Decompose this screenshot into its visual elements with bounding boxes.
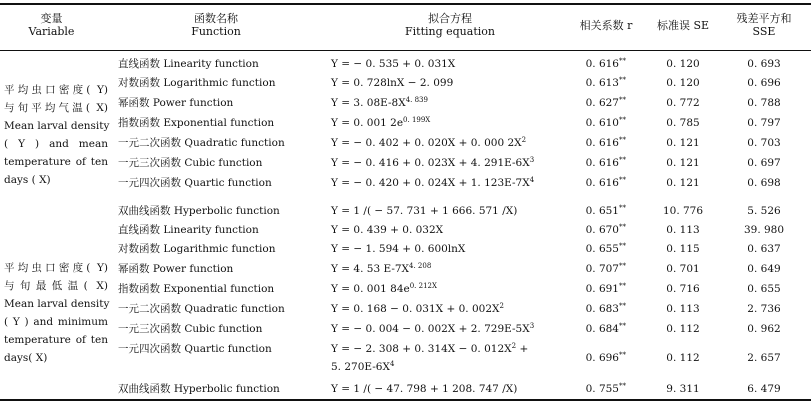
group1-function-name: 双曲线函数 Hyperbolic function: [118, 205, 280, 217]
group2-se-value: 0. 716: [666, 283, 700, 295]
group1-sse-value: 0. 698: [747, 177, 781, 189]
group1-se-value: 0. 121: [666, 157, 700, 169]
group1-se-value: 0. 772: [666, 97, 700, 109]
group1-r-value: 0. 613**: [585, 76, 626, 89]
significance-stars: **: [619, 176, 626, 184]
significance-stars: **: [619, 96, 626, 104]
group2-sse-value: 0. 962: [747, 323, 781, 335]
group1-se-value: 0. 121: [666, 137, 700, 149]
equation-exponent: 4. 208: [409, 262, 432, 270]
group2-function-name: 一元二次函数 Quadratic function: [118, 303, 285, 315]
group1-r-value: 0. 616**: [585, 57, 626, 70]
group2-equation: Y = 0. 168 − 0. 031X + 0. $002X^2$: [331, 302, 504, 315]
equation-exponent: 4: [389, 360, 395, 368]
group2-se-value: 0. 701: [666, 263, 700, 275]
group2-r-value: 0. 707**: [585, 262, 626, 275]
group2-sse-value: 2. 657: [747, 352, 781, 364]
group1-r-value: 0. 616**: [585, 136, 626, 149]
group2-r-value: 0. 670**: [585, 223, 626, 236]
significance-stars: **: [619, 302, 626, 310]
significance-stars: **: [619, 223, 626, 231]
group2-function-name: 一元三次函数 Cubic function: [118, 323, 263, 335]
group2-se-value: 0. 113: [666, 303, 700, 315]
group2-equation: Y = 4. 53 $E-7X^{4. 208}$: [331, 262, 432, 275]
group2-equation: Y = − 2. 308 + 0. 314X − 0. $012X^2$ +: [331, 342, 529, 355]
significance-stars: **: [619, 76, 626, 84]
group1-r-value: 0. 616**: [585, 176, 626, 189]
significance-stars: **: [619, 204, 626, 212]
group1-se-value: 0. 120: [666, 77, 700, 89]
group2-equation: Y = 1 /( − 47. 798 + 1 208. 747 /X): [331, 383, 518, 395]
group2-function-name: 对数函数 Logarithmic function: [118, 243, 276, 255]
significance-stars: **: [619, 382, 626, 390]
group2-sse-value: 39. 980: [743, 224, 785, 236]
group2-sse-value: 0. 649: [747, 263, 781, 275]
group2-r-value: 0. 683**: [585, 302, 626, 315]
bottom-rule: [0, 399, 811, 401]
group1-r-value: 0. 610**: [585, 116, 626, 129]
group2-r-value: 0. 684**: [585, 322, 626, 335]
significance-stars: **: [619, 57, 626, 65]
group2-sse-value: 6. 479: [747, 383, 781, 395]
group2-equation: Y = 0. 439 + 0. 032X: [331, 224, 444, 236]
equation-exponent: 2: [499, 302, 504, 310]
group2-se-value: 0. 112: [666, 352, 700, 364]
group2-function-name: 直线函数 Linearity function: [118, 224, 259, 236]
group2-function-name: 指数函数 Exponential function: [118, 283, 275, 295]
group2-sse-value: 0. 655: [747, 283, 781, 295]
group2-r-value: 0. 655**: [585, 242, 626, 255]
group2-r-value: 0. 755**: [585, 382, 626, 395]
significance-stars: **: [619, 262, 626, 270]
header-se: 标准误 SE: [656, 19, 710, 32]
group1-equation: Y = − 0. 402 + 0. 020X + 0. 000 $2X^2$: [331, 136, 527, 149]
group1-function-name: 对数函数 Logarithmic function: [118, 77, 276, 89]
group2-equation: Y = − 1. 594 + 0. 600lnX: [331, 243, 466, 255]
group1-equation: Y = 1 /( − 57. 731 + 1 666. 571 /X): [331, 205, 518, 217]
group1-sse-value: 0. 797: [747, 117, 781, 129]
group1-equation: Y = − 0. 535 + 0. 031X: [331, 58, 456, 70]
group1-sse-value: 0. 693: [747, 58, 781, 70]
header-sse: 残差平方和 SSE: [736, 12, 792, 38]
group1-r-value: 0. 616**: [585, 156, 626, 169]
group2-se-value: 0. 113: [666, 224, 700, 236]
header-function: 函数名称 Function: [191, 12, 241, 38]
significance-stars: **: [619, 136, 626, 144]
group2-sse-value: 2. 736: [747, 303, 781, 315]
header-rule: [0, 50, 811, 51]
significance-stars: **: [619, 116, 626, 124]
group2-function-name: 双曲线函数 Hyperbolic function: [118, 383, 280, 395]
group1-sse-value: 0. 696: [747, 77, 781, 89]
significance-stars: **: [619, 351, 626, 359]
group1-r-value: 0. 627**: [585, 96, 626, 109]
group2-se-value: 9. 311: [666, 383, 700, 395]
group2-function-name: 幂函数 Power function: [118, 263, 234, 275]
group2-equation-cont: 5. $270E-6X^4$: [331, 360, 395, 373]
group1-se-value: 10. 776: [662, 205, 704, 217]
group1-equation: Y = − 0. 416 + 0. 023X + 4. $291E-6X^3$: [331, 156, 535, 169]
group2-equation: Y = 0. 001 $84e^{0. 212X}$: [331, 282, 437, 295]
equation-exponent: 0. 199X: [403, 116, 431, 124]
group1-se-value: 0. 121: [666, 177, 700, 189]
group2-function-name: 一元四次函数 Quartic function: [118, 343, 272, 355]
header-variable: 变量 Variable: [28, 12, 75, 38]
group1-equation: Y = − 0. 420 + 0. 024X + 1. $123E-7X^4$: [331, 176, 535, 189]
group2-equation: Y = − 0. 004 − 0. 002X + 2. $729E-5X^3$: [331, 322, 535, 335]
group1-function-name: 幂函数 Power function: [118, 97, 234, 109]
top-rule: [0, 3, 811, 5]
group2-se-value: 0. 115: [666, 243, 700, 255]
group1-equation: Y = 0. 728lnX − 2. 099: [331, 77, 454, 89]
equation-exponent: 4: [529, 176, 535, 184]
group1-equation: Y = 3. $08E-8X^{4. 839}$: [331, 96, 428, 109]
group2-sse-value: 0. 637: [747, 243, 781, 255]
group2-label: 平均虫口密度( Y) 与旬最低温( X) Mean larval density ( Y ) and minimum temperature of ten days( X): [4, 262, 110, 364]
group1-function-name: 一元四次函数 Quartic function: [118, 177, 272, 189]
header-r: 相关系数 r: [579, 19, 633, 32]
group1-se-value: 0. 785: [666, 117, 700, 129]
group1-sse-value: 0. 788: [747, 97, 781, 109]
equation-exponent: 2: [511, 342, 517, 350]
significance-stars: **: [619, 156, 626, 164]
group1-function-name: 一元二次函数 Quadratic function: [118, 137, 285, 149]
group1-sse-value: 0. 703: [747, 137, 781, 149]
group1-function-name: 一元三次函数 Cubic function: [118, 157, 263, 169]
group1-sse-value: 5. 526: [747, 205, 781, 217]
significance-stars: **: [619, 242, 626, 250]
equation-exponent: 3: [529, 322, 535, 330]
group1-equation: Y = 0. 001 $2e^{0. 199X}$: [331, 116, 431, 129]
equation-exponent: 0. 212X: [409, 282, 437, 290]
group1-sse-value: 0. 697: [747, 157, 781, 169]
significance-stars: **: [619, 282, 626, 290]
group2-se-value: 0. 112: [666, 323, 700, 335]
header-equation: 拟合方程 Fitting equation: [405, 12, 495, 38]
equation-exponent: 2: [521, 136, 527, 144]
significance-stars: **: [619, 322, 626, 330]
group2-r-value: 0. 691**: [585, 282, 626, 295]
group1-se-value: 0. 120: [666, 58, 700, 70]
group1-function-name: 直线函数 Linearity function: [118, 58, 259, 70]
group1-r-value: 0. 651**: [585, 204, 626, 217]
group1-function-name: 指数函数 Exponential function: [118, 117, 275, 129]
group1-label: 平均虫口密度( Y) 与旬平均气温( X) Mean larval density ( Y ) and mean temperature of ten days ( X): [4, 84, 110, 186]
group2-r-value: 0. 696**: [585, 351, 626, 364]
equation-exponent: 4. 839: [405, 96, 428, 104]
equation-exponent: 3: [529, 156, 535, 164]
